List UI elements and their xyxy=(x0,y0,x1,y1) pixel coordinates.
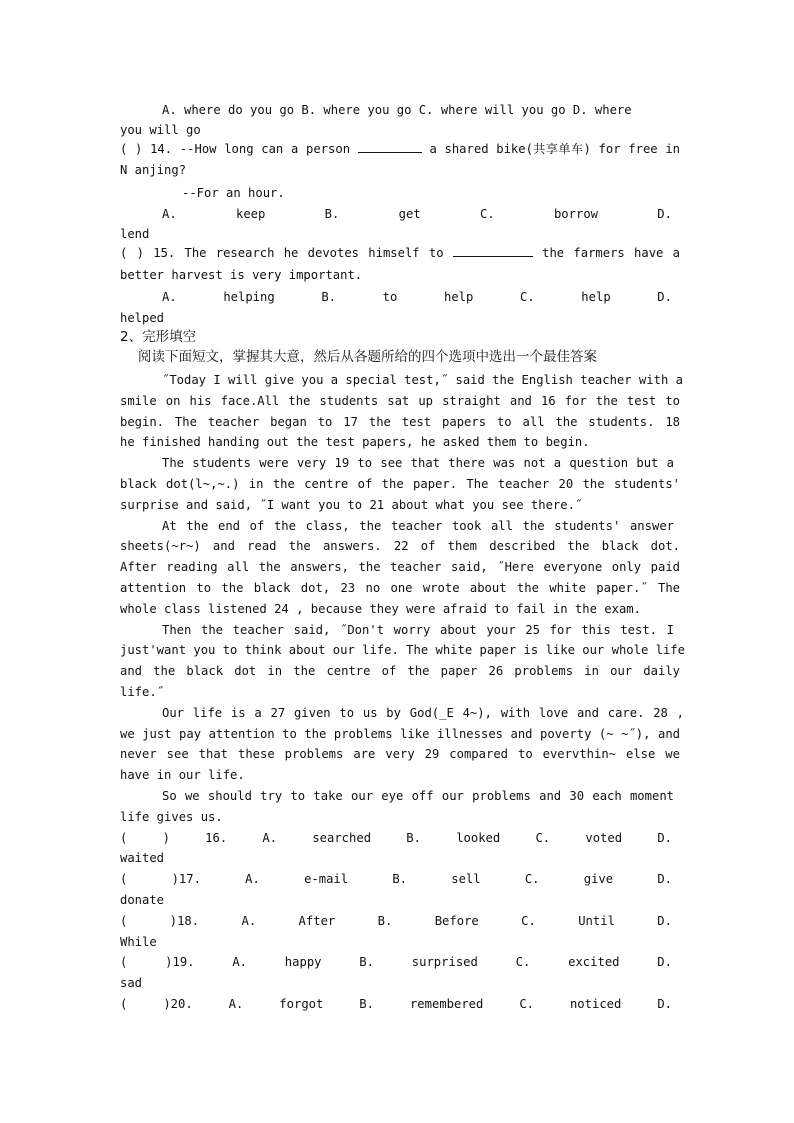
q15-options: A. helping B. to help C. help D. xyxy=(162,290,672,304)
q15-stem-start: ( ) 15. The research he devotes himself to xyxy=(120,246,444,260)
passage-line: ˝Today I will give you a special test,˝ said the English teacher with a xyxy=(162,373,683,387)
q15-stem-cont: better harvest is very important. xyxy=(120,268,363,282)
passage-line: life.˝ xyxy=(120,685,165,699)
passage-line: Then the teacher said, ˝Don't worry about your 25 for this test. I xyxy=(162,623,674,637)
passage-line: whole class listened 24 , because they were afraid to fail in the exam. xyxy=(120,602,641,616)
section-instruction: 阅读下面短文，掌握其大意，然后从各题所给的四个选项中选出一个最佳答案 xyxy=(138,349,597,365)
passage-line: Our life is a 27 given to us by God(_E 4~), with love and care. 28 , xyxy=(162,706,684,720)
passage-line: life gives us. xyxy=(120,810,223,824)
passage-line: attention to the black dot, 23 no one wrote about the white paper.˝ The xyxy=(120,581,680,595)
question-16: ( ) 16. A. searched B. looked C. voted D. xyxy=(120,831,672,845)
passage-line: we just pay attention to the problems like illnesses and poverty (~ ~˝), and xyxy=(120,727,680,741)
q14-blank[interactable] xyxy=(358,140,422,153)
q13-options: A. where do you go B. where you go C. where will you go D. where xyxy=(162,103,632,117)
q15-stem xyxy=(120,244,680,262)
passage-line: black dot(l~,~.) in the centre of the paper. The teacher 20 the students' xyxy=(120,477,680,491)
passage-line: The students were very 19 to see that there was not a question but a xyxy=(162,456,674,470)
passage-line: surprise and said, ˝I want you to 21 about what you see there.˝ xyxy=(120,498,583,512)
q14-answer: --For an hour. xyxy=(182,186,285,200)
q14-option-d: lend xyxy=(120,227,150,241)
q15-blank[interactable] xyxy=(453,244,533,257)
question-16-option-d: waited xyxy=(120,851,165,865)
passage-line: After reading all the answers, the teacher said, ˝Here everyone only paid xyxy=(120,560,680,574)
question-17: ( )17. A. e-mail B. sell C. give D. xyxy=(120,872,672,886)
q14-stem xyxy=(120,140,680,158)
question-18-option-d: While xyxy=(120,935,157,949)
section-title: 2、完形填空 xyxy=(120,329,197,345)
q14-stem-start: ( ) 14. --How long can a person xyxy=(120,142,351,156)
q14-options: A. keep B. get C. borrow D. xyxy=(162,207,672,221)
passage-line: smile on his face.All the students sat up straight and 16 for the test to xyxy=(120,394,680,408)
question-17-option-d: donate xyxy=(120,893,165,907)
question-18: ( )18. A. After B. Before C. Until D. xyxy=(120,914,672,928)
passage-line: and the black dot in the centre of the paper 26 problems in our daily xyxy=(120,664,680,678)
question-19-option-d: sad xyxy=(120,976,143,990)
passage-line: begin. The teacher began to 17 the test papers to all the students. 18 xyxy=(120,415,680,429)
passage-line: So we should try to take our eye off our problems and 30 each moment xyxy=(162,789,674,803)
q14-stem-cont: N anjing? xyxy=(120,163,187,177)
q15-stem-end: the farmers have a xyxy=(542,246,680,260)
passage-line: At the end of the class, the teacher took all the students' answer xyxy=(162,519,674,533)
question-19: ( )19. A. happy B. surprised C. excited D. xyxy=(120,955,672,969)
passage-line: he finished handing out the test papers, he asked them to begin. xyxy=(120,435,590,449)
passage-line: have in our life. xyxy=(120,768,245,782)
passage-line: just'want you to think about our life. The white paper is like our whole life xyxy=(120,643,685,657)
passage-line: sheets(~r~) and read the answers. 22 of them described the black dot. xyxy=(120,539,680,553)
q15-option-d: helped xyxy=(120,311,165,325)
passage-line: never see that these problems are very 29 compared to evervthin~ else we xyxy=(120,747,680,761)
q14-stem-end: a shared bike(共享单车) for free in xyxy=(429,142,680,156)
question-20: ( )20. A. forgot B. remembered C. noticed D. xyxy=(120,997,672,1011)
q13-option-d-cont: you will go xyxy=(120,123,201,137)
